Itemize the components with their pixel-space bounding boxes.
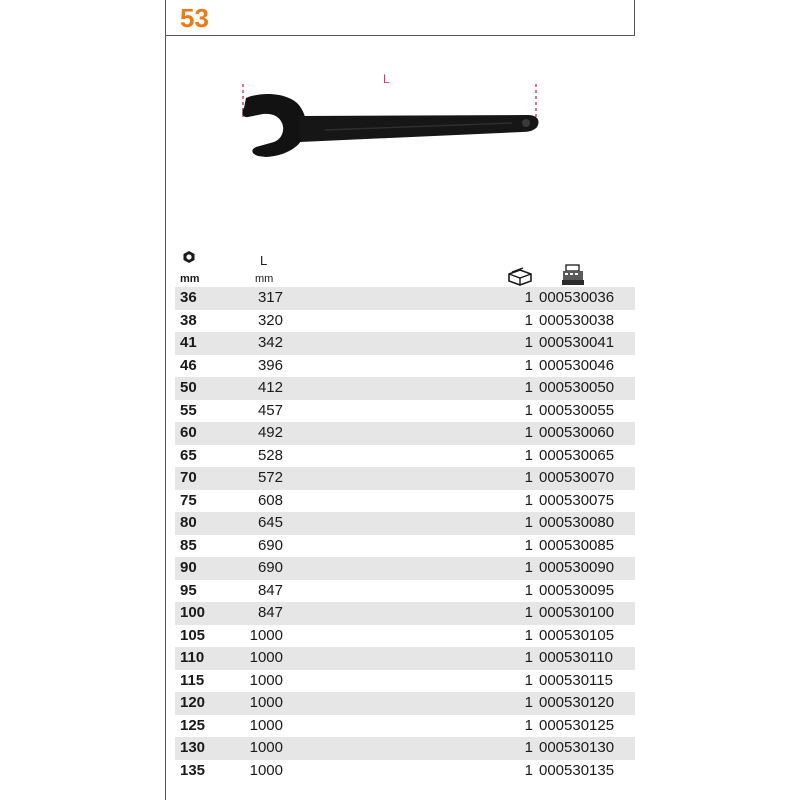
size-cell: 115 <box>180 671 205 689</box>
quantity-cell: 1 <box>524 289 533 306</box>
code-cell: 000530080 <box>539 514 615 531</box>
table-row <box>175 490 635 513</box>
table-row <box>175 647 635 670</box>
table-row <box>175 355 635 378</box>
hex-nut-icon <box>182 250 196 264</box>
table-row <box>175 512 635 535</box>
length-cell: 317 <box>257 289 283 306</box>
page-title: 53 <box>180 3 209 33</box>
quantity-cell: 1 <box>524 334 533 351</box>
length-cell: 1000 <box>249 626 283 644</box>
code-cell: 000530041 <box>539 334 615 351</box>
table-row <box>175 287 635 310</box>
length-cell: 492 <box>257 424 283 441</box>
size-cell: 125 <box>180 716 206 734</box>
size-cell: 120 <box>180 694 206 711</box>
length-cell: 412 <box>257 379 283 396</box>
code-cell: 000530050 <box>539 379 615 396</box>
table-row <box>175 760 635 783</box>
size-cell: 65 <box>180 446 197 464</box>
length-cell: 608 <box>257 491 283 509</box>
quantity-cell: 1 <box>524 604 533 621</box>
table-row <box>175 715 635 738</box>
size-cell: 95 <box>180 581 197 599</box>
size-cell: 50 <box>180 379 197 396</box>
quantity-cell: 1 <box>524 514 533 531</box>
quantity-cell: 1 <box>524 581 533 599</box>
table-row <box>175 670 635 693</box>
table-row <box>175 467 635 490</box>
quantity-cell: 1 <box>524 649 533 666</box>
quantity-cell: 1 <box>524 379 533 396</box>
length-cell: 528 <box>257 446 283 464</box>
code-cell: 000530120 <box>539 694 615 711</box>
quantity-cell: 1 <box>524 536 533 554</box>
length-cell: 690 <box>257 536 283 554</box>
table-row <box>175 625 635 648</box>
size-cell: 38 <box>180 311 197 329</box>
code-cell: 000530038 <box>539 311 615 329</box>
length-cell: 342 <box>257 334 283 351</box>
table-header <box>175 250 635 286</box>
length-cell: 847 <box>257 604 283 621</box>
package-icon <box>507 266 533 286</box>
code-cell: 000530125 <box>539 716 615 734</box>
quantity-cell: 1 <box>524 491 533 509</box>
code-cell: 000530090 <box>539 559 615 576</box>
code-cell: 000530130 <box>539 739 615 756</box>
length-cell: 1000 <box>249 694 283 711</box>
quantity-cell: 1 <box>524 559 533 576</box>
size-cell: 55 <box>180 401 197 419</box>
code-cell: 000530085 <box>539 536 615 554</box>
quantity-cell: 1 <box>524 671 533 689</box>
quantity-cell: 1 <box>524 356 533 374</box>
table-row <box>175 692 635 715</box>
size-cell: 80 <box>180 514 197 531</box>
table-row <box>175 535 635 558</box>
size-cell: 46 <box>180 356 197 374</box>
quantity-cell: 1 <box>524 626 533 644</box>
size-unit-label: mm <box>180 273 200 285</box>
size-cell: 85 <box>180 536 197 554</box>
length-cell: 847 <box>257 581 283 599</box>
code-cell: 000530135 <box>539 761 615 779</box>
size-cell: 100 <box>180 604 206 621</box>
header-box <box>165 0 635 36</box>
code-cell: 000530065 <box>539 446 615 464</box>
table-row <box>175 580 635 603</box>
length-unit-label: mm <box>255 273 274 285</box>
size-cell: 90 <box>180 559 197 576</box>
quantity-cell: 1 <box>524 424 533 441</box>
code-cell: 000530100 <box>539 604 615 621</box>
size-cell: 105 <box>180 626 206 644</box>
length-cell: 1000 <box>249 739 283 756</box>
length-cell: 457 <box>257 401 283 419</box>
product-table <box>175 287 635 782</box>
length-cell: 690 <box>257 559 283 576</box>
table-row <box>175 737 635 760</box>
size-cell: 70 <box>180 469 197 486</box>
table-row <box>175 422 635 445</box>
code-cell: 000530060 <box>539 424 615 441</box>
length-cell: 320 <box>257 311 283 329</box>
quantity-cell: 1 <box>524 311 533 329</box>
length-cell: 645 <box>257 514 283 531</box>
table-row <box>175 445 635 468</box>
quantity-cell: 1 <box>524 716 533 734</box>
code-cell: 000530075 <box>539 491 615 509</box>
quantity-cell: 1 <box>524 446 533 464</box>
size-cell: 36 <box>180 289 197 306</box>
code-cell: 000530070 <box>539 469 615 486</box>
table-row <box>175 400 635 423</box>
code-cell: 000530115 <box>539 671 613 689</box>
table-row <box>175 332 635 355</box>
table-row <box>175 557 635 580</box>
length-cell: 1000 <box>249 649 283 666</box>
code-cell: 000530055 <box>539 401 615 419</box>
left-frame-line <box>165 0 166 800</box>
table-row <box>175 310 635 333</box>
size-cell: 41 <box>180 334 197 351</box>
quantity-cell: 1 <box>524 761 533 779</box>
length-dimension-label: L <box>383 72 390 86</box>
quantity-cell: 1 <box>524 739 533 756</box>
code-cell: 000530046 <box>539 356 615 374</box>
size-cell: 75 <box>180 491 197 509</box>
code-cell: 000530036 <box>539 289 615 306</box>
quantity-cell: 1 <box>524 694 533 711</box>
length-cell: 1000 <box>249 716 283 734</box>
code-cell: 000530095 <box>539 581 615 599</box>
length-cell: 396 <box>257 356 283 374</box>
size-cell: 135 <box>180 761 206 779</box>
code-cell: 000530105 <box>539 626 615 644</box>
table-row <box>175 602 635 625</box>
table-row <box>175 377 635 400</box>
quantity-cell: 1 <box>524 469 533 486</box>
quantity-cell: 1 <box>524 401 533 419</box>
length-column-label: L <box>260 253 268 268</box>
size-cell: 110 <box>180 649 205 666</box>
cash-register-icon <box>561 264 585 286</box>
code-cell: 000530110 <box>539 649 613 666</box>
size-cell: 60 <box>180 424 197 441</box>
length-cell: 1000 <box>249 671 283 689</box>
size-cell: 130 <box>180 739 206 756</box>
length-cell: 572 <box>257 469 283 486</box>
open-end-wrench-image <box>230 70 560 180</box>
length-cell: 1000 <box>249 761 283 779</box>
